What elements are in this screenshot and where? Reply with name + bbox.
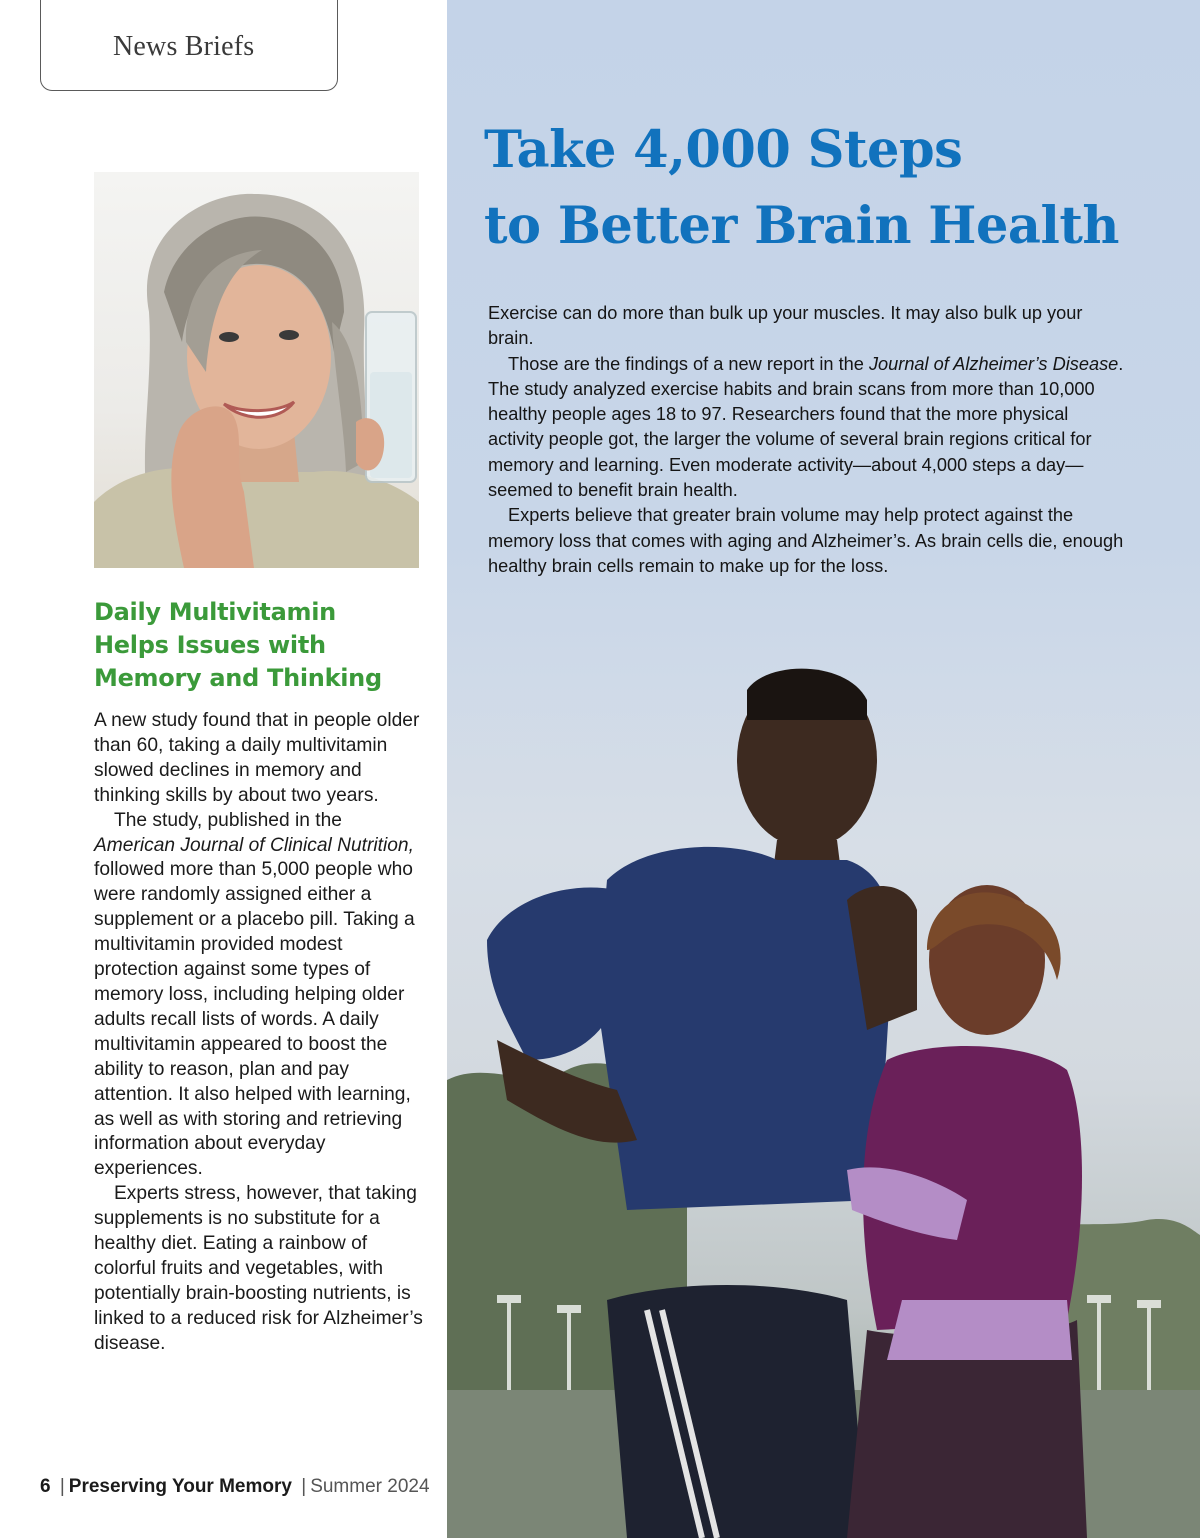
page-number: 6 [40, 1476, 51, 1497]
brain-health-paragraph-1: Exercise can do more than bulk up your muscles. It may also bulk up your brain. [488, 303, 1083, 349]
footer-separator: | [59, 1476, 65, 1497]
brain-health-panel [447, 0, 1200, 1538]
journal-name-ajcn: American Journal of Clinical Nutrition, [94, 834, 414, 856]
title-line-2: to Better Brain Health [484, 196, 1119, 256]
brain-health-article-body [488, 301, 1128, 579]
brain-health-paragraph-2: Those are the findings of a new report in the Journal of Alzheimer’s Disease. The study analyzed exercise habits and brain scans from more than 10,000 healthy people ages 18 to 97. Researchers found that the more physical activity people got, the larger the volume of several brain regions critical for memory and learning. Even moderate activity—about 4,000 steps a day—seemed to benefit brain health. [488, 353, 1124, 501]
journal-name-jad: Journal of Alzheimer’s Disease [868, 353, 1119, 374]
issue-date: Summer 2024 [310, 1476, 430, 1497]
multivitamin-paragraph-2: The study, published in the American Journal of Clinical Nutrition, followed more than 5,000 people who were randomly assigned either a supplement or a placebo pill. Taking a multivitamin provided modest protection against some types of memory loss, including helping older adults recall lists of words. A daily multivitamin appeared to boost the ability to reason, plan and pay attention. It also helped with learning, as well as with storing and retrieving information about everyday experiences. [94, 809, 415, 1180]
multivitamin-paragraph-3: Experts stress, however, that taking supplements is no substitute for a healthy diet. Eating a rainbow of colorful fruits and vegetables, with potentially brain-boosting nutrients, is linked to a reduced risk for Alzheimer’s disease. [94, 1183, 423, 1354]
brain-health-article-title [484, 112, 1184, 264]
section-tab [40, 0, 338, 91]
brain-health-paragraph-3: Experts believe that greater brain volume may help protect against the memory loss that comes with aging and Alzheimer’s. As brain cells die, enough healthy brain cells remain to make up for the loss. [488, 505, 1124, 576]
footer-separator-2: | [301, 1476, 307, 1497]
title-line-1: Take 4,000 Steps [484, 120, 963, 180]
woman-illustration [94, 172, 419, 568]
page-footer [40, 1476, 430, 1498]
multivitamin-paragraph-1: A new study found that in people older than 60, taking a daily multivitamin slowed declines in memory and thinking skills by about two years. [94, 710, 420, 806]
multivitamin-article-body [94, 709, 424, 1357]
section-label: News Briefs [113, 31, 255, 62]
multivitamin-article-heading: Daily Multivitamin Helps Issues with Memory and Thinking [94, 598, 382, 692]
woman-taking-vitamin-photo [94, 172, 419, 568]
publication-name: Preserving Your Memory [68, 1476, 292, 1497]
